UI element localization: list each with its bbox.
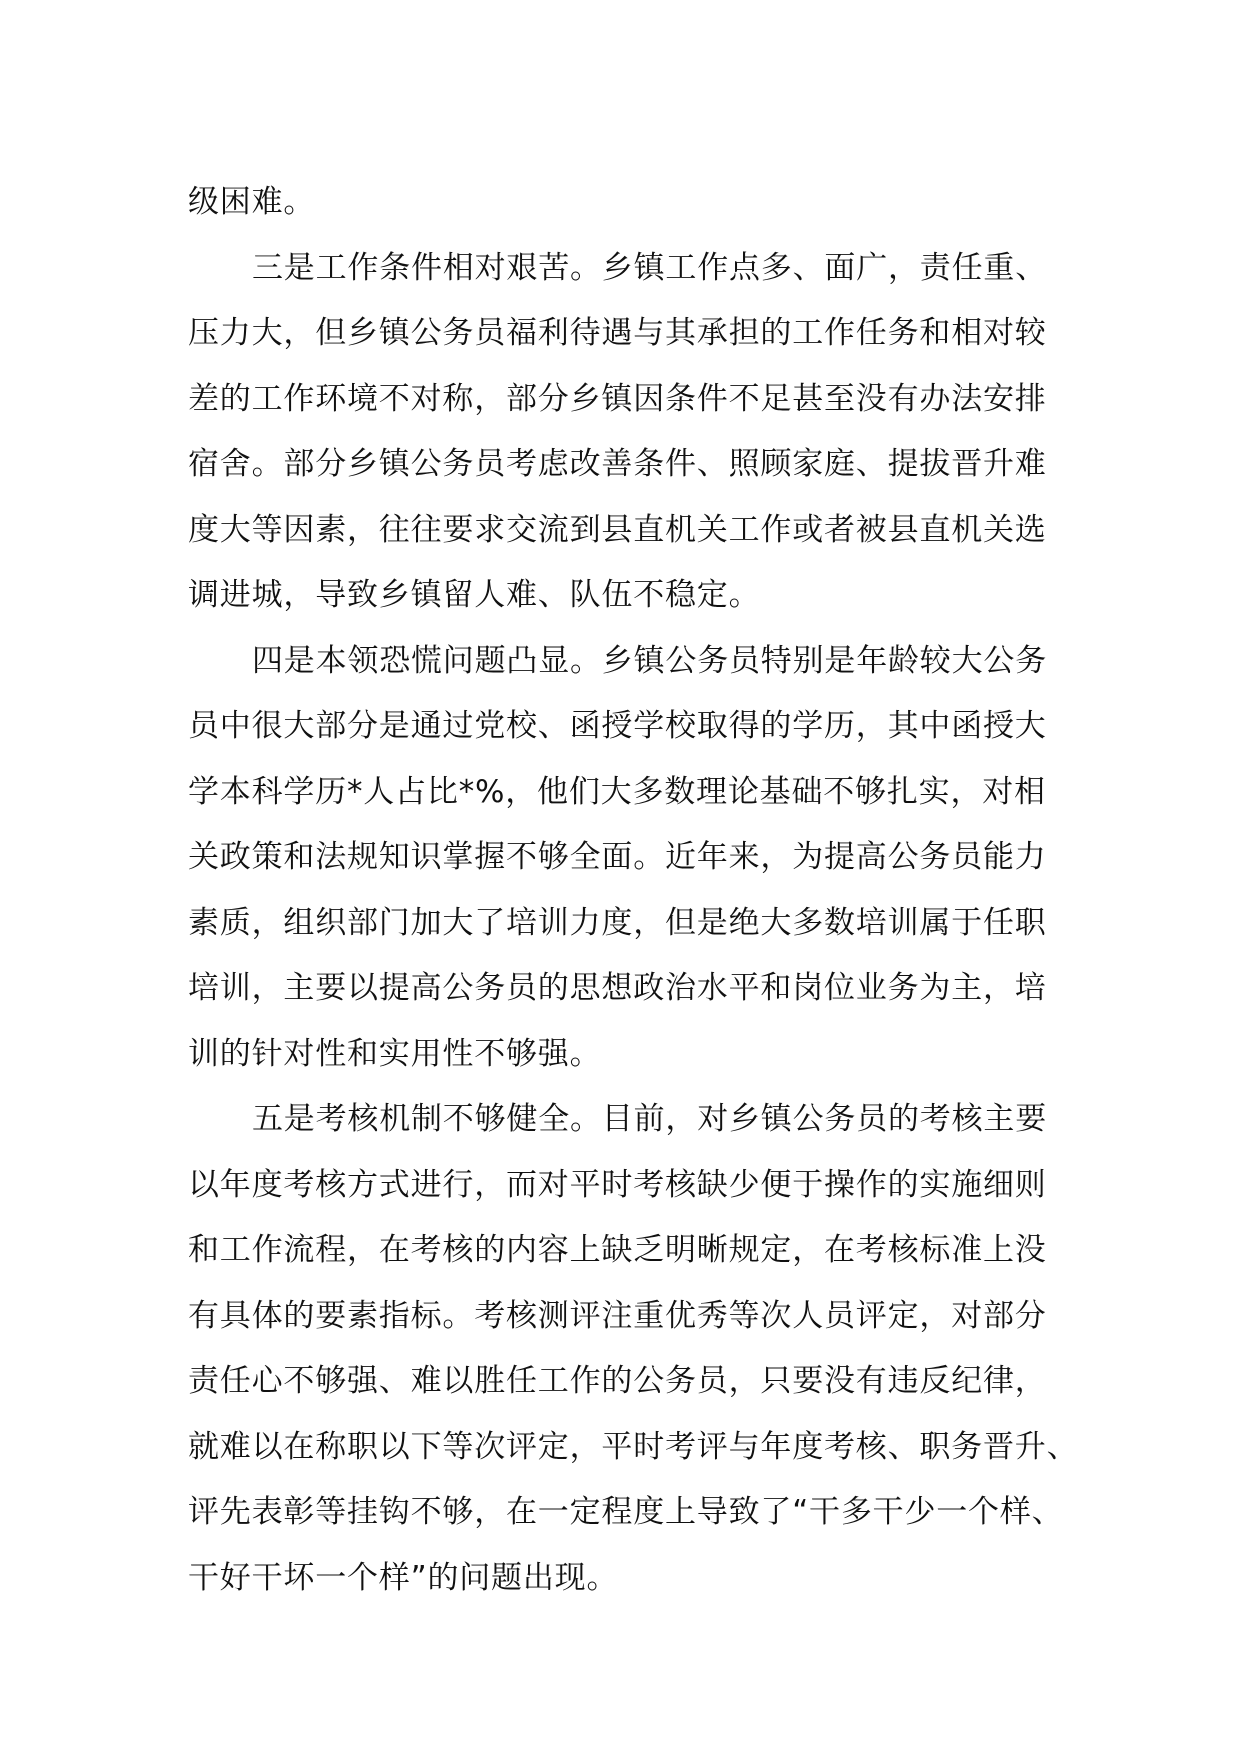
paragraph-line: 以年度考核方式进行，而对平时考核缺少便于操作的实施细则	[188, 1166, 1047, 1203]
paragraph-line: 调进城，导致乡镇留人难、队伍不稳定。	[188, 577, 761, 613]
paragraph-line: 差的工作环境不对称，部分乡镇因条件不足甚至没有办法安排	[188, 380, 1047, 417]
paragraph-line: 素质，组织部门加大了培训力度，但是绝大多数培训属于任职	[188, 904, 1047, 941]
paragraph-line: 责任心不够强、难以胜任工作的公务员，只要没有违反纪律，	[188, 1363, 1047, 1399]
paragraph-first-line: 三是工作条件相对艰苦。乡镇工作点多、面广，责任重、	[252, 249, 1047, 286]
paragraph-first-line: 四是本领恐慌问题凸显。乡镇公务员特别是年龄较大公务	[252, 642, 1047, 679]
paragraph-line: 训的针对性和实用性不够强。	[188, 1035, 602, 1072]
document-body	[188, 170, 1079, 1611]
paragraph-first-line: 五是考核机制不够健全。目前，对乡镇公务员的考核主要	[252, 1101, 1047, 1137]
paragraph-line: 员中很大部分是通过党校、函授学校取得的学历，其中函授大	[188, 708, 1047, 744]
paragraph-line: 培训，主要以提高公务员的思想政治水平和岗位业务为主，培	[188, 970, 1047, 1006]
paragraph-line: 就难以在称职以下等次评定，平时考评与年度考核、职务晋升、	[188, 1428, 1079, 1465]
paragraph-line: 评先表彰等挂钩不够，在一定程度上导致了“干多干少一个样、	[188, 1494, 1064, 1530]
paragraph-line: 和工作流程，在考核的内容上缺乏明晰规定，在考核标准上没	[188, 1232, 1047, 1268]
paragraph-line: 有具体的要素指标。考核测评注重优秀等次人员评定，对部分	[188, 1297, 1047, 1334]
paragraph-line: 度大等因素，往往要求交流到县直机关工作或者被县直机关选	[188, 511, 1047, 548]
paragraph-line: 关政策和法规知识掌握不够全面。近年来，为提高公务员能力	[188, 839, 1047, 875]
paragraph-line: 级困难。	[188, 184, 316, 220]
paragraph-line: 宿舍。部分乡镇公务员考虑改善条件、照顾家庭、提拔晋升难	[188, 446, 1047, 482]
paragraph-line: 压力大，但乡镇公务员福利待遇与其承担的工作任务和相对较	[188, 315, 1047, 351]
paragraph-line: 学本科学历*人占比*%，他们大多数理论基础不够扎实，对相	[188, 773, 1046, 810]
paragraph-line: 干好干坏一个样”的问题出现。	[188, 1559, 619, 1596]
